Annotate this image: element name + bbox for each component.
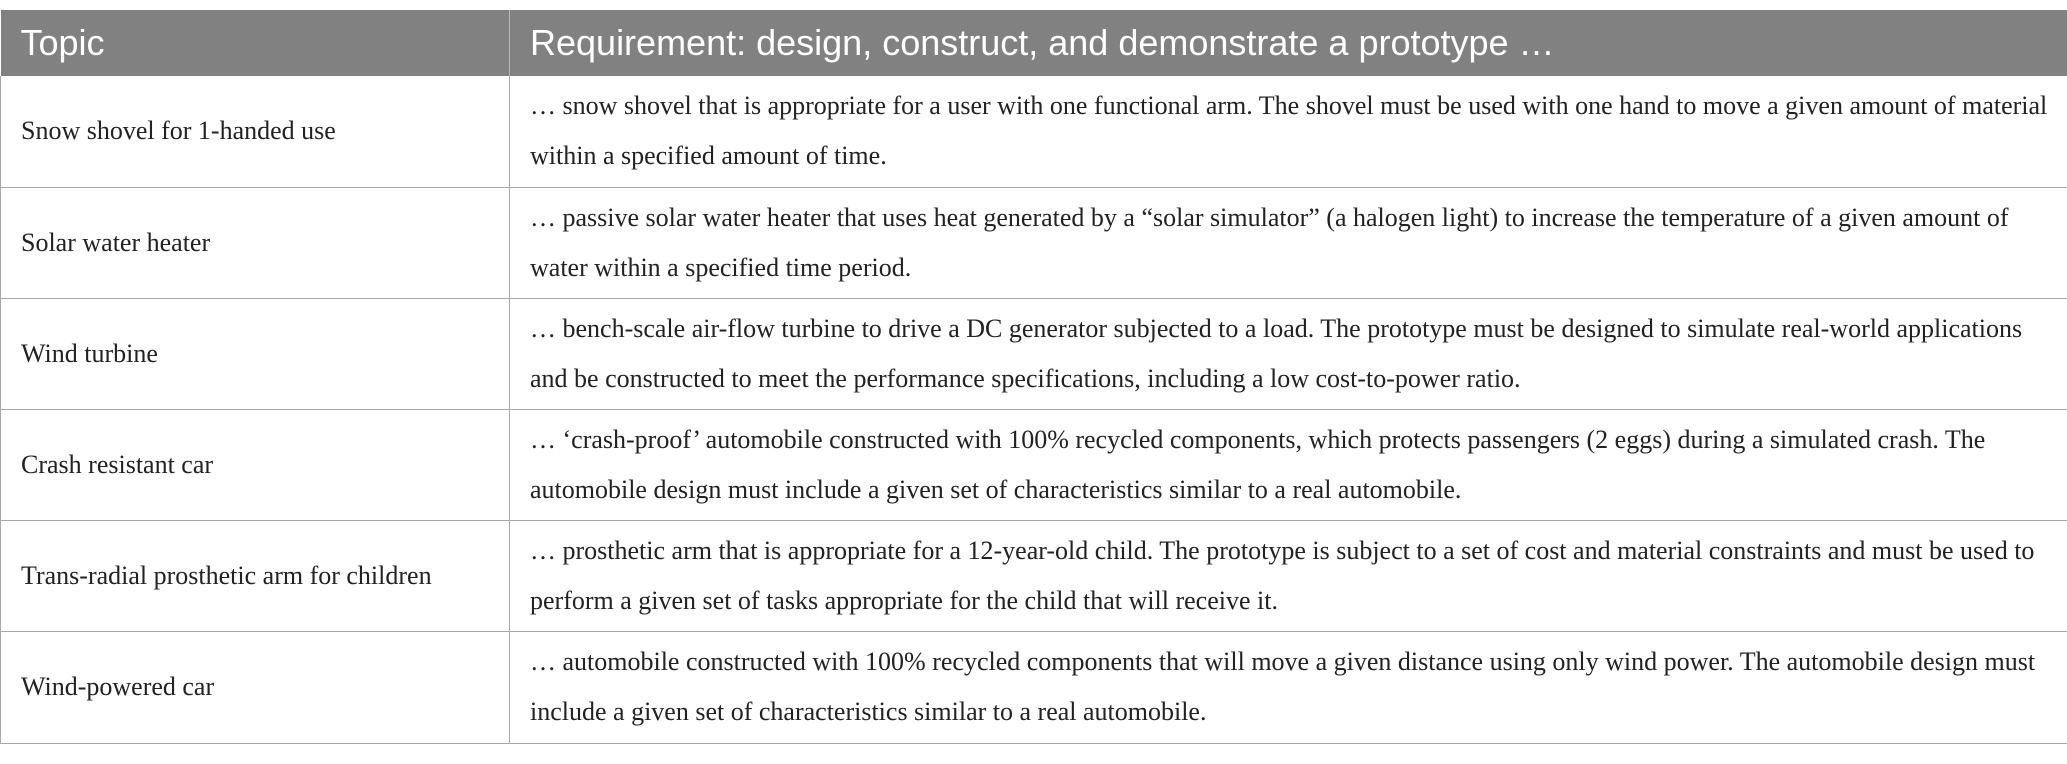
table-row <box>1 76 2067 187</box>
requirements-table <box>0 10 2067 744</box>
requirement-cell: … passive solar water heater that uses heat generated by a “solar simulator” (a halogen light) to increase the temperature of a given amount of water within a specified time period. <box>510 187 2067 298</box>
table-row <box>1 631 2067 743</box>
topic-cell: Snow shovel for 1-handed use <box>1 76 510 187</box>
topic-cell: Crash resistant car <box>1 409 510 520</box>
header-topic: Topic <box>1 10 510 76</box>
requirement-cell: … prosthetic arm that is appropriate for a 12-year-old child. The prototype is subject to a set of cost and material constraints and must be used to perform a given set of tasks appropriate for the child that will receive it. <box>510 520 2067 631</box>
requirement-cell: … snow shovel that is appropriate for a user with one functional arm. The shovel must be used with one hand to move a given amount of material within a specified amount of time. <box>510 76 2067 187</box>
topic-cell: Trans-radial prosthetic arm for children <box>1 520 510 631</box>
topic-cell: Wind-powered car <box>1 631 510 743</box>
topic-cell: Wind turbine <box>1 298 510 409</box>
topic-cell: Solar water heater <box>1 187 510 298</box>
table-row <box>1 298 2067 409</box>
table-body <box>1 76 2067 743</box>
table-row <box>1 409 2067 520</box>
header-requirement: Requirement: design, construct, and demonstrate a prototype … <box>510 10 2067 76</box>
requirements-table-container <box>0 10 2067 744</box>
requirement-cell: … bench-scale air-flow turbine to drive a DC generator subjected to a load. The prototype must be designed to simulate real-world applications and be constructed to meet the performance specifications, including a low cost-to-power ratio. <box>510 298 2067 409</box>
header-row <box>1 10 2067 76</box>
table-row <box>1 187 2067 298</box>
requirement-cell: … automobile constructed with 100% recycled components that will move a given distance using only wind power. The automobile design must include a given set of characteristics similar to a real automobile. <box>510 631 2067 743</box>
table-header <box>1 10 2067 76</box>
table-row <box>1 520 2067 631</box>
requirement-cell: … ‘crash-proof’ automobile constructed with 100% recycled components, which protects passengers (2 eggs) during a simulated crash. The automobile design must include a given set of characteristics similar to a real automobile. <box>510 409 2067 520</box>
